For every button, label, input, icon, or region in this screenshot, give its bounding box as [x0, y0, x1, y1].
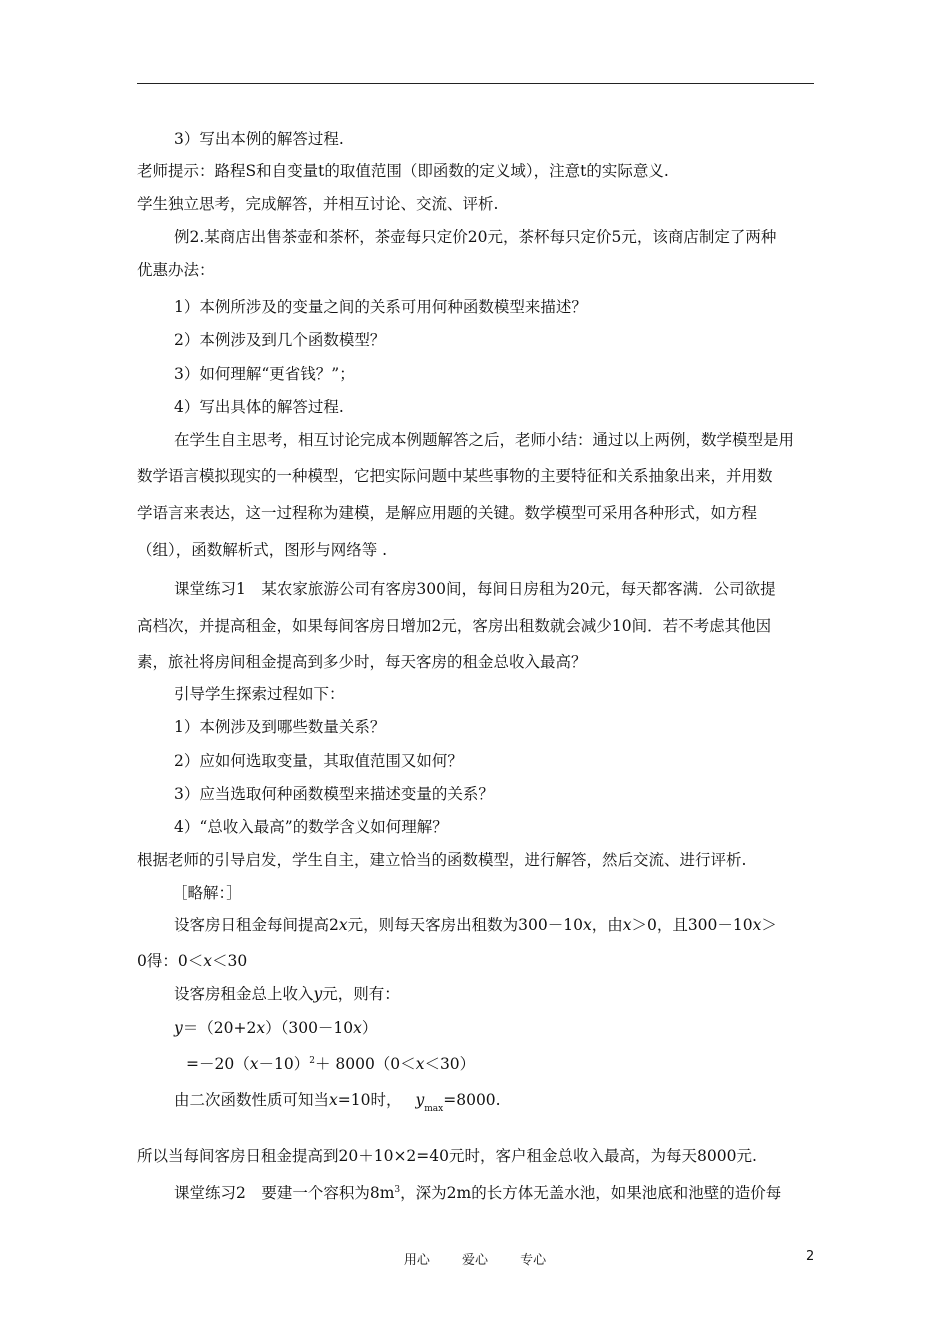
paragraph-line: 老师提示：路程S和自变量t的取值范围（即函数的定义域），注意t的实际意义. — [137, 162, 669, 180]
footer-item: 用心 — [403, 1253, 430, 1268]
paragraph-line: 2）应如何选取变量，其取值范围又如何？ — [174, 752, 463, 770]
page-number: 2 — [806, 1249, 815, 1264]
paragraph-line: ［略解：］ — [172, 884, 242, 902]
paragraph-line: 高档次，并提高租金，如果每间客房日增加2元，客房出租数就会减少10间．若不考虑其他因 — [137, 617, 772, 635]
paragraph-line: 引导学生探索过程如下： — [174, 685, 345, 703]
paragraph-line: 1）本例涉及到哪些数量关系？ — [174, 718, 386, 736]
paragraph-line: 3）如何理解“更省钱？”； — [174, 365, 355, 383]
math-line: 设客房日租金每间提高2x元，则每天客房出租数为300－10x，由x＞0，且300－10x＞ — [174, 916, 777, 934]
paragraph-line: 课堂练习2 要建一个容积为$8m^3$，深为2m的长方体无盖水池，如果池底和池壁的造价每 — [174, 1184, 782, 1202]
math-line: 设客房租金总上收入y元，则有： — [174, 985, 400, 1003]
footer-item: 爱心 — [461, 1253, 488, 1268]
header-rule — [137, 83, 814, 84]
paragraph-line: 3）应当选取何种函数模型来描述变量的关系？ — [174, 785, 494, 803]
paragraph-line: 2）本例涉及到几个函数模型？ — [174, 331, 386, 349]
footer-item: 专心 — [520, 1253, 547, 1268]
paragraph-line: 1）本例所涉及的变量之间的关系可用何种函数模型来描述？ — [174, 298, 587, 316]
math-line: 0得：0＜x＜30 — [137, 952, 248, 970]
paragraph-line: 4）写出具体的解答过程. — [174, 398, 344, 416]
paragraph-line: 在学生自主思考，相互讨论完成本例题解答之后，老师小结：通过以上两例，数学模型是用 — [174, 431, 795, 449]
paragraph-line: 3）写出本例的解答过程. — [174, 130, 344, 148]
paragraph-line: 4）“总收入最高”的数学含义如何理解？ — [174, 818, 448, 836]
math-line: 由二次函数性质可知当x=10时， $y_{max}=8000$. — [174, 1091, 501, 1114]
paragraph-line: 例2.某商店出售茶壶和茶杯，茶壶每只定价20元，茶杯每只定价5元，该商店制定了两种 — [174, 228, 777, 246]
paragraph-line: 课堂练习1 某农家旅游公司有客房300间，每间日房租为20元，每天都客满．公司欲提 — [174, 580, 776, 598]
paragraph-line: 优惠办法： — [137, 261, 215, 279]
paragraph-line: 所以当每间客房日租金提高到20＋10×2=40元时，客户租金总收入最高，为每天8000元. — [137, 1147, 757, 1165]
math-line: y＝（20+2x）（300－10x） — [174, 1019, 378, 1037]
paragraph-line: 学语言来表达，这一过程称为建模，是解应用题的关键。数学模型可采用各种形式，如方程 — [137, 504, 758, 522]
paragraph-line: 学生独立思考，完成解答，并相互讨论、交流、评析. — [137, 195, 499, 213]
paragraph-line: 根据老师的引导启发，学生自主，建立恰当的函数模型，进行解答，然后交流、进行评析. — [137, 851, 747, 869]
paragraph-line: 素，旅社将房间租金提高到多少时，每天客房的租金总收入最高？ — [137, 653, 587, 671]
paragraph-line: 数学语言模拟现实的一种模型，它把实际问题中某些事物的主要特征和关系抽象出来，并用数 — [137, 467, 773, 485]
math-line: $=-20(x-10)^2+ 8000(0<x<30)$ — [186, 1055, 476, 1073]
paragraph-line: （组），函数解析式，图形与网络等 . — [137, 541, 388, 559]
